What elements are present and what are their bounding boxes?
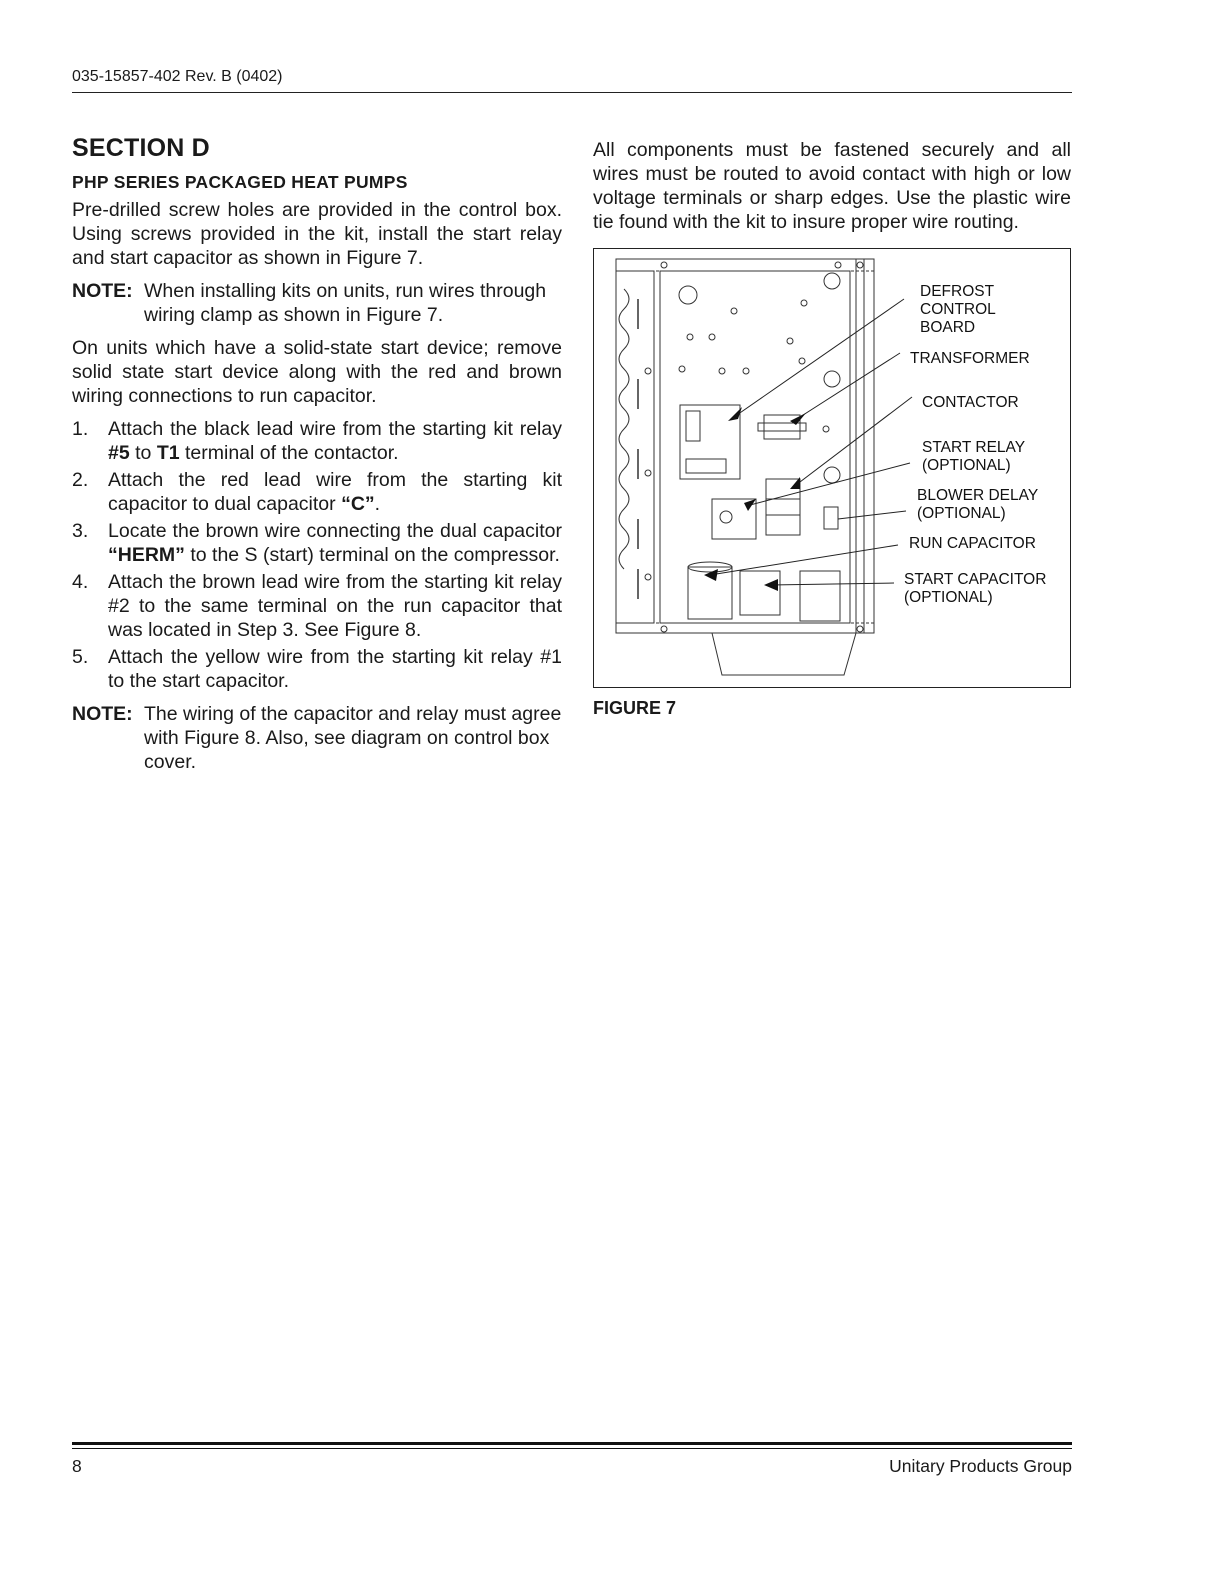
mounting-hole: [679, 286, 697, 304]
step-text: Attach the black lead wire from the starting kit relay: [108, 418, 562, 440]
screw-hole: [801, 300, 807, 306]
right-column: [593, 138, 1071, 720]
step-item: [72, 519, 562, 567]
screw-hole: [661, 262, 667, 268]
figure-7-diagram: [593, 248, 1071, 688]
step-text: Attach the brown lead wire from the starting kit relay #2 to the same terminal on the run capacitor that was located in Step 3. See Figure 8.: [108, 571, 562, 641]
screw-hole: [687, 334, 693, 340]
leader-line: [796, 397, 912, 485]
step-text: to the S (start) terminal on the compressor.: [184, 544, 560, 566]
label-transformer: TRANSFORMER: [910, 350, 1030, 367]
label-start-relay: START RELAY (OPTIONAL): [922, 439, 1026, 474]
step-text: Attach the red lead wire from the starting kit capacitor to dual capacitor: [108, 469, 562, 515]
footer-rule: [72, 1442, 1072, 1445]
screw-hole: [661, 626, 667, 632]
label-blower-delay: BLOWER DELAY (OPTIONAL): [917, 487, 1039, 522]
cabinet-base: [712, 633, 856, 675]
blower-delay-shape: [824, 507, 838, 529]
label-start-capacitor: START CAPACITOR (OPTIONAL): [904, 571, 1047, 606]
document-number: 035-15857-402 Rev. B (0402): [72, 68, 283, 85]
step-item: [72, 417, 562, 465]
left-column: [72, 136, 562, 783]
screw-hole: [857, 262, 863, 268]
step-number: 2.: [72, 469, 89, 491]
step-bold-text: “C”: [341, 493, 375, 515]
screw-hole: [709, 334, 715, 340]
mounting-hole: [824, 273, 840, 289]
page-number: 8: [72, 1456, 82, 1476]
arrowhead: [764, 579, 778, 591]
subsection-title: PHP SERIES PACKAGED HEAT PUMPS: [72, 172, 408, 192]
screw-hole: [835, 262, 841, 268]
defrost-board-shape: [680, 405, 740, 479]
step-number: 1.: [72, 418, 89, 440]
screw-hole: [743, 368, 749, 374]
screw-hole: [857, 626, 863, 632]
solid-state-paragraph: On units which have a solid-state start device; remove solid state start device along with the red and brown wiring connections to run capacitor.: [72, 337, 562, 407]
leader-line: [750, 463, 910, 505]
figure-caption: FIGURE 7: [593, 698, 677, 718]
screw-hole: [645, 470, 651, 476]
step-bold-text: T1: [156, 442, 180, 464]
leader-line: [838, 511, 906, 519]
step-text: terminal of the contactor.: [179, 442, 399, 464]
label-contactor: CONTACTOR: [922, 394, 1019, 411]
note-label: NOTE:: [72, 280, 133, 302]
section-title: SECTION D: [72, 134, 210, 162]
note-text: When installing kits on units, run wires through wiring clamp as shown in Figure 7.: [144, 280, 547, 326]
screw-hole: [787, 338, 793, 344]
arrowhead: [744, 499, 756, 511]
transformer-bracket: [758, 423, 806, 431]
intro-paragraph: Pre-drilled screw holes are provided in the control box. Using screws provided in the kit, install the start relay and start capacitor as shown in Figure 7.: [72, 199, 562, 269]
leader-line: [734, 299, 904, 417]
start-capacitor-shape: [740, 571, 780, 615]
cabinet-outline: [616, 259, 874, 633]
step-text: to: [129, 442, 157, 464]
arrowhead: [704, 569, 718, 581]
screw-hole: [679, 366, 685, 372]
step-bold-text: #5: [108, 442, 130, 464]
leader-line: [770, 583, 894, 585]
footer-rule: [72, 1448, 1072, 1449]
screw-hole: [823, 426, 829, 432]
step-number: 5.: [72, 646, 89, 668]
board-terminal-block: [686, 459, 726, 473]
step-text: Locate the brown wire connecting the dual capacitor: [108, 520, 562, 542]
mounting-hole: [824, 467, 840, 483]
step-number: 4.: [72, 571, 89, 593]
header-rule: [72, 92, 1072, 93]
step-bold-text: “HERM”: [108, 544, 185, 566]
screw-hole: [719, 368, 725, 374]
board-terminal-block: [686, 411, 700, 441]
step-item: [72, 468, 562, 516]
step-item: [72, 645, 562, 693]
mounting-hole: [824, 371, 840, 387]
screw-hole: [799, 358, 805, 364]
company-name: Unitary Products Group: [889, 1456, 1072, 1476]
start-capacitor-bracket: [800, 571, 840, 621]
note-label: NOTE:: [72, 703, 133, 725]
screw-hole: [731, 308, 737, 314]
label-run-capacitor: RUN CAPACITOR: [909, 535, 1036, 552]
screw-hole: [645, 574, 651, 580]
screw-hole: [645, 368, 651, 374]
step-number: 3.: [72, 520, 89, 542]
step-text: .: [374, 493, 381, 515]
step-item: [72, 570, 562, 642]
coil-fins: [619, 289, 629, 569]
note-wiring-agreement: [72, 702, 562, 774]
fastening-paragraph: All components must be fastened securely and all wires must be routed to avoid contact with high or low voltage terminals or sharp edges. Use the plastic wire tie found with the kit to insure proper wire routing.: [593, 139, 1071, 233]
step-text: Attach the yellow wire from the starting kit relay #1 to the start capacitor.: [108, 646, 562, 692]
step-list: [72, 417, 562, 693]
transformer-shape: [764, 415, 800, 439]
note-wiring-clamp: [72, 279, 562, 327]
label-defrost-control-board: DEFROST CONTROL BOARD: [920, 283, 996, 336]
relay-terminal: [720, 511, 732, 523]
note-text: The wiring of the capacitor and relay must agree with Figure 8. Also, see diagram on control box cover.: [144, 703, 562, 773]
